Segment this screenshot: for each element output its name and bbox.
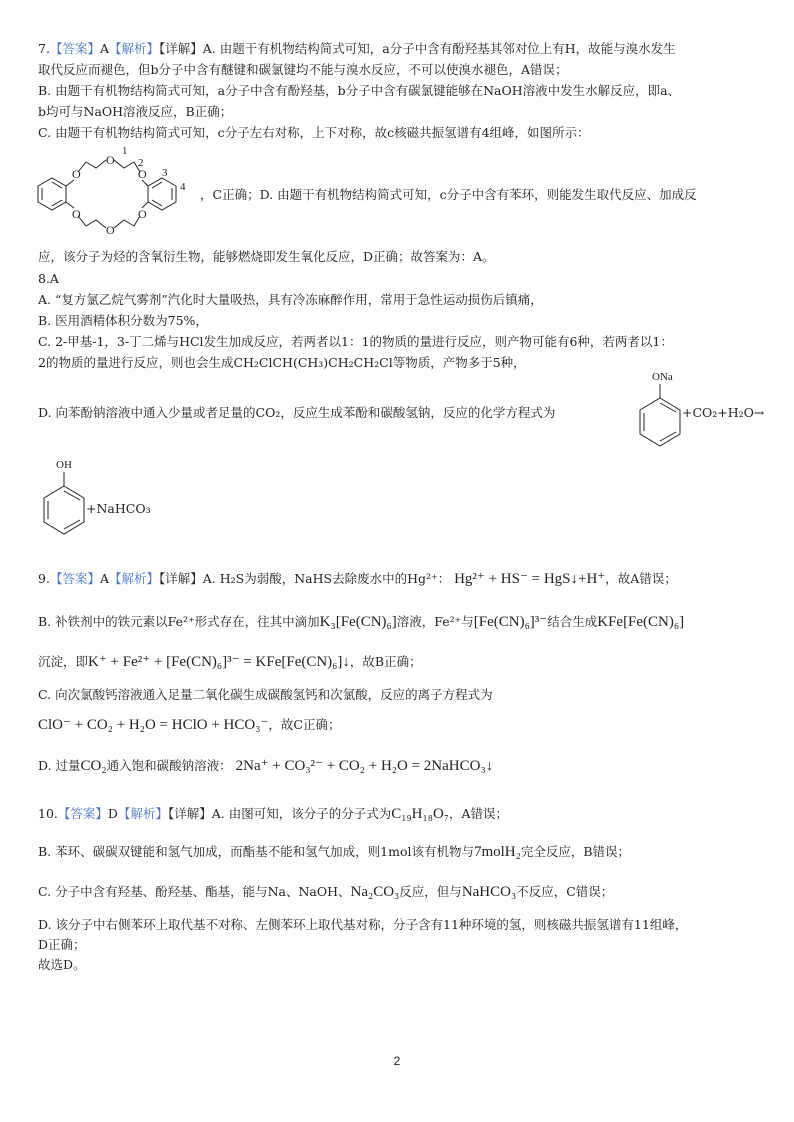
detail-tag: 【详解】	[159, 571, 203, 586]
q10-answer: D	[107, 806, 118, 821]
q10-line-1	[38, 805, 508, 823]
q10-text-c-post: 不反应，C错误；	[516, 884, 614, 899]
q9-text-b-mid: 溶液，Fe²⁺与	[396, 614, 474, 629]
q10-text-a-pre: A. 由图可知，该分子的分子式为	[211, 806, 392, 821]
potassium-ferricyanide: K₃[Fe(CN)₆]	[319, 614, 397, 630]
q10-number: 10.	[38, 806, 58, 821]
q10-line-2	[38, 843, 630, 861]
crown-ether-structure	[34, 140, 194, 250]
q9-text-d-pre: D. 过量	[38, 758, 81, 773]
q10-text-b-pre: B. 苯环、碳碳双键能和氢气加成，而酯基不能和氢气加成，则1mol该有机物与	[38, 844, 474, 859]
q9-text-d-mid: 通入饱和碳酸钠溶液：	[106, 758, 232, 773]
sodium-carbonate-formula: Na₂CO₃	[350, 884, 400, 900]
answer-tag: 【答案】	[49, 41, 100, 56]
q10-text-c-mid: 反应，但与	[399, 884, 462, 899]
q9-text-b2-post: ，故B正确；	[349, 654, 422, 669]
q10-line-5: D正确；	[38, 937, 86, 952]
position-label: 4	[180, 181, 186, 193]
q9-equation-d: 2Na⁺ + CO₃²⁻ + CO₂ + H₂O = 2NaHCO₃↓	[235, 758, 494, 774]
q7-answer: A	[99, 41, 109, 56]
q7-line-3: B. 由题干有机物结构简式可知，a分子中含有酚羟基，b分子中含有碳氯键能够在NaOH溶液中发生水解反应，即a、	[38, 83, 681, 98]
q9-text-a-pre: A. H₂S为弱酸，NaHS去除废水中的Hg²⁺：	[202, 571, 451, 586]
q9-text-b-mid2: 结合生成	[547, 614, 598, 629]
hydrogen-amount: 7molH₂	[473, 844, 521, 860]
position-label: 2	[138, 157, 144, 169]
q9-equation-a: Hg²⁺ + HS⁻ = HgS↓+H⁺	[454, 571, 606, 587]
q10-text-a-post: ，A错误；	[449, 806, 509, 821]
ona-label: ONa	[652, 371, 673, 383]
q8-line-a: A. “复方氯乙烷气雾剂”汽化时大量吸热，具有冷冻麻醉作用，常用于急性运动损伤后镇痛，	[38, 292, 543, 307]
ring-oxygen: O	[138, 167, 147, 181]
q10-line-3	[38, 883, 613, 901]
q9-equation-c: ClO⁻ + CO₂ + H₂O = HClO + HCO₃⁻	[38, 717, 269, 733]
ring-oxygen: O	[72, 207, 81, 221]
q9-text-b2-pre: 沉淀，即	[38, 654, 89, 669]
q9-text-b-pre: B. 补铁剂中的铁元素以Fe²⁺形式存在，往其中滴加	[38, 614, 320, 629]
q7-line-4: b均可与NaOH溶液反应，B正确；	[38, 104, 233, 119]
detail-tag: 【详解】	[167, 806, 212, 821]
position-label: 1	[122, 145, 128, 157]
q8-eq-tail: +CO₂+H₂O→	[682, 405, 765, 420]
q10-line-6: 故选D。	[38, 957, 86, 972]
analysis-tag: 【解析】	[108, 571, 159, 586]
q9-line-4: C. 向次氯酸钙溶液通入足量二氧化碳生成碳酸氢钙和次氯酸，反应的离子方程式为	[38, 687, 493, 702]
q10-line-4: D. 该分子中右侧苯环上取代基不对称、左侧苯环上取代基对称，分子含有11种环境的氢，则核磁共振氢谱有11组峰，	[38, 917, 688, 932]
oh-label: OH	[56, 459, 72, 471]
sodium-phenoxide-structure	[632, 366, 688, 456]
q7-text-a1: A. 由题干有机物结构简式可知，a分子中含有酚羟基其邻对位上有H，故能与溴水发生	[202, 41, 676, 56]
q9-line-1	[38, 570, 677, 588]
answer-tag: 【答案】	[49, 571, 100, 586]
position-label: 3	[162, 167, 168, 179]
sodium-bicarbonate-formula: NaHCO₃	[461, 884, 517, 900]
q9-line-3	[38, 653, 422, 671]
q9-answer: A	[99, 571, 109, 586]
phenol-structure	[36, 456, 92, 548]
q7-line-7: 应，该分子为烃的含氧衍生物，能够燃烧即发生氧化反应，D正确；故答案为：A。	[38, 249, 495, 264]
q7-line-6: ，C正确；D. 由题干有机物结构简式可知，c分子中含有苯环，则能发生取代反应、加成反	[200, 187, 697, 202]
q8-line-d: D. 向苯酚钠溶液中通入少量或者足量的CO₂，反应生成苯酚和碳酸氢钠，反应的化学方程式为	[38, 405, 556, 420]
q7-line-1	[38, 40, 676, 58]
q9-text-a-post: ，故A错误；	[605, 571, 677, 586]
q9-line-6	[38, 757, 493, 775]
q10-text-b-post: 完全反应，B错误；	[520, 844, 631, 859]
q9-equation-b: K⁺ + Fe²⁺ + [Fe(CN)₆]³⁻ = KFe[Fe(CN)₆]↓	[88, 654, 350, 670]
q9-line-5	[38, 716, 340, 734]
q9-text-c2-post: ，故C正确；	[268, 717, 341, 732]
q8-head: 8.A	[38, 271, 59, 286]
ring-oxygen: O	[138, 207, 147, 221]
ring-oxygen: O	[106, 223, 115, 237]
detail-tag: 【详解】	[159, 41, 203, 56]
q8-product-tail: +NaHCO₃	[86, 501, 151, 516]
q8-line-c2: 2的物质的量进行反应，则也会生成CH₂ClCH(CH₃)CH₂CH₂Cl等物质，产物多于5种，	[38, 355, 526, 370]
molecular-formula: C₁₉H₁₈O₇	[391, 806, 450, 822]
q7-number: 7.	[38, 41, 50, 56]
ring-oxygen: O	[72, 167, 81, 181]
answer-tag: 【答案】	[57, 806, 108, 821]
q9-line-2	[38, 613, 684, 631]
q8-line-c1: C. 2-甲基-1，3-丁二烯与HCl发生加成反应，若两者以1：1的物质的量进行反应，则产物可能有6种，若两者以1：	[38, 334, 673, 349]
page-number: 2	[393, 1054, 401, 1068]
ring-oxygen: O	[106, 153, 115, 167]
analysis-tag: 【解析】	[108, 41, 159, 56]
ferricyanide-ion: [Fe(CN)₆]³⁻	[473, 614, 548, 630]
q7-line-5: C. 由题干有机物结构简式可知，c分子左右对称，上下对称，故c核磁共振氢谱有4组峰，如图所示：	[38, 125, 590, 140]
analysis-tag: 【解析】	[117, 806, 168, 821]
q7-line-2: 取代反应而褪色，但b分子中含有醚键和碳氯键均不能与溴水反应，不可以使溴水褪色，A错误；	[38, 62, 568, 77]
q9-number: 9.	[38, 571, 50, 586]
q10-text-c-pre: C. 分子中含有羟基、酚羟基、酯基，能与Na、NaOH、	[38, 884, 351, 899]
co2-formula: CO₂	[80, 758, 107, 774]
q8-line-b: B. 医用酒精体积分数为75%，	[38, 313, 208, 328]
prussian-blue-formula: KFe[Fe(CN)₆]	[597, 614, 685, 630]
